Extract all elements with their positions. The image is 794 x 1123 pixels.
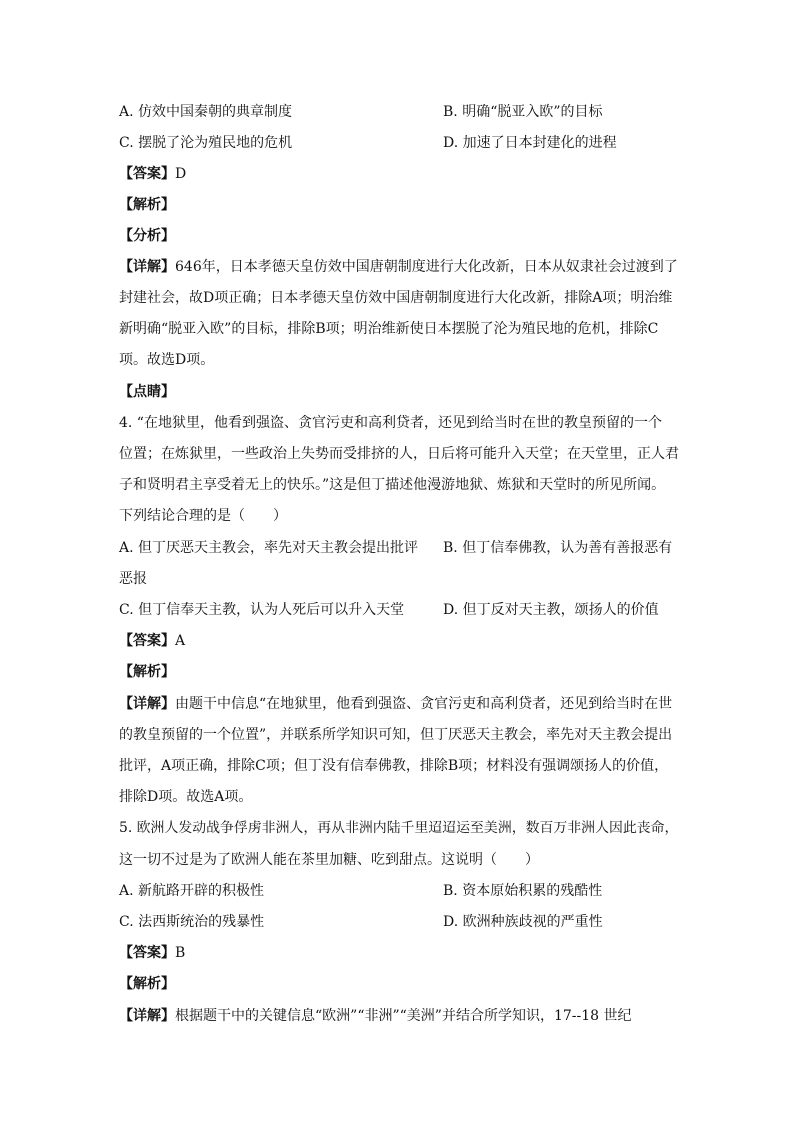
q3-analysis	[119, 195, 679, 215]
detail-text: 646年，日本孝德天皇仿效中国唐朝制度进行大化改新，日本从奴隶社会过渡到了	[175, 259, 678, 275]
answer-tag: 【答案】	[119, 166, 175, 182]
q4-option-a: A. 但丁厌恶天主教会，率先对天主教会提出批评	[119, 540, 419, 556]
q4-stem-line-1: 4. “在地狱里，他看到强盗、贪官污吏和高利贷者，还见到给当时在世的教皇预留的一个	[119, 415, 662, 431]
q4-answer	[119, 631, 679, 651]
q3-option-c: C. 摆脱了沦为殖民地的危机	[119, 135, 293, 151]
q5-option-d: D. 欧洲种族歧视的严重性	[443, 914, 603, 930]
q4-stem-line-3: 子和贤明君主享受着无上的快乐。”这是但丁描述他漫游地狱、炼狱和天堂时的所见所闻。	[119, 477, 666, 493]
q3-detail-line-4: 项。故选D项。	[119, 352, 215, 368]
detail-tag: 【详解】	[119, 259, 175, 275]
q3-option-b: B. 明确“脱亚入欧”的目标	[443, 104, 603, 120]
q5-option-a: A. 新航路开辟的积极性	[119, 883, 265, 899]
q3-option-d: D. 加速了日本封建化的进程	[443, 135, 617, 151]
answer-value: A	[175, 633, 186, 649]
q4-option-c: C. 但丁信奉天主教，认为人死后可以升入天堂	[119, 602, 405, 618]
q4-detail-line-4: 排除D项。故选A项。	[119, 789, 253, 805]
q3-detail-line-1	[119, 257, 679, 277]
dianjing-tag: 【点睛】	[119, 384, 175, 400]
q3-option-a: A. 仿效中国秦朝的典章制度	[119, 104, 293, 120]
detail-tag: 【详解】	[119, 696, 175, 712]
q4-detail-line-1	[119, 694, 679, 714]
detail-tag: 【详解】	[119, 1008, 175, 1024]
q4-analysis	[119, 662, 679, 682]
analysis-tag: 【解析】	[119, 976, 175, 992]
q3-detail-line-3: 新明确“脱亚入欧”的目标，排除B项；明治维新使日本摆脱了沦为殖民地的危机，排除C	[119, 321, 659, 337]
q5-option-b: B. 资本原始积累的残酷性	[443, 883, 603, 899]
answer-tag: 【答案】	[119, 945, 175, 961]
q3-dianjing	[119, 382, 679, 402]
q5-option-c: C. 法西斯统治的残暴性	[119, 914, 265, 930]
q5-stem-line-1: 5. 欧洲人发动战争俘虏非洲人，再从非洲内陆千里迢迢运至美洲，数百万非洲人因此丧命，	[119, 820, 679, 836]
analysis-tag: 【解析】	[119, 664, 175, 680]
q4-detail-line-2: 的教皇预留的一个位置”，并联系所学知识可知，但丁厌恶天主教会，率先对天主教会提出	[119, 727, 673, 743]
q5-stem-line-2: 这一切不过是为了欧洲人能在茶里加糖、吃到甜点。这说明（ ）	[119, 852, 539, 868]
q5-analysis	[119, 974, 679, 994]
answer-value: B	[175, 945, 186, 961]
answer-tag: 【答案】	[119, 633, 175, 649]
q4-stem-line-4: 下列结论合理的是（ ）	[119, 508, 287, 524]
answer-value: D	[175, 166, 187, 182]
q4-option-b: B. 但丁信奉佛教，认为善有善报恶有	[443, 540, 673, 556]
q4-option-b-continued: 恶报	[119, 571, 147, 587]
q3-detail-line-2: 封建社会，故D项正确；日本孝德天皇仿效中国唐朝制度进行大化改新，排除A项；明治维	[119, 290, 673, 306]
q5-detail-line-1	[119, 1006, 679, 1026]
fenxi-tag: 【分析】	[119, 228, 175, 244]
q3-fenxi	[119, 226, 679, 246]
detail-text: 根据题干中的关键信息“欧洲”“非洲”“美洲”并结合所学知识，17--18 世纪	[175, 1008, 632, 1024]
q3-answer	[119, 164, 679, 184]
q4-option-d: D. 但丁反对天主教，颂扬人的价值	[443, 602, 659, 618]
q4-stem-line-2: 位置；在炼狱里，一些政治上失势而受排挤的人，日后将可能升入天堂；在天堂里，正人君	[119, 446, 679, 462]
detail-text: 由题干中信息“在地狱里，他看到强盗、贪官污吏和高利贷者，还见到给当时在世	[175, 696, 673, 712]
analysis-tag: 【解析】	[119, 197, 175, 213]
q5-answer	[119, 943, 679, 963]
q4-detail-line-3: 批评，A项正确，排除C项；但丁没有信奉佛教，排除B项；材料没有强调颂扬人的价值，	[119, 758, 669, 774]
